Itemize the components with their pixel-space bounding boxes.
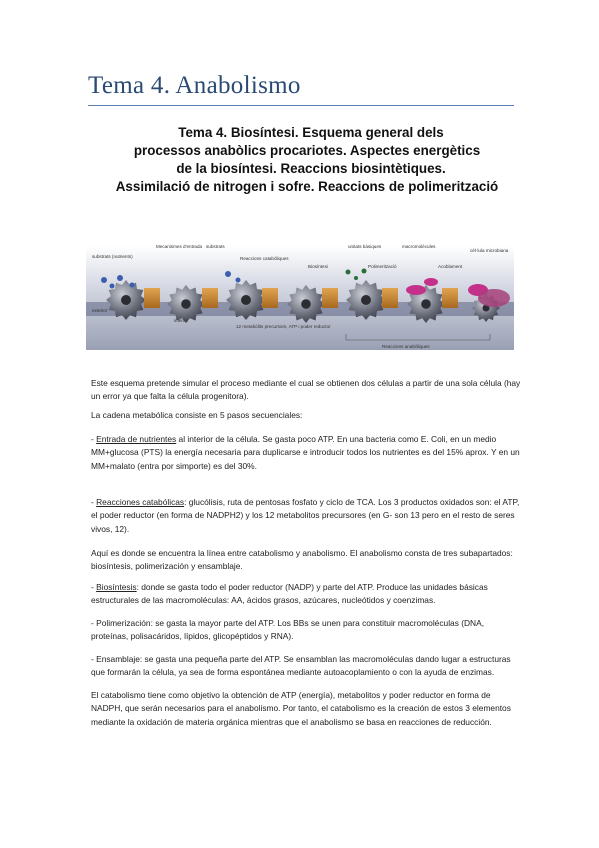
conclusion-paragraph: El catabolismo tiene como objetivo la obtención de ATP (energía), metabolitos y poder reductor en forma de NADPH, que serán necesarios para el anabolismo. Por tanto, el catabolismo es la creación de estos 3 elementos mediante la oxidación de materia orgánica mientras que el anabolismo se basa en reacciones de reducción.	[91, 690, 511, 727]
slide-title-line: processos anabòlics procariotes. Aspectes energètics	[133, 143, 481, 158]
biosynthesis-paragraph: - Biosíntesis: donde se gasta todo el poder reductor (NADP) y parte del ATP. Produce las unidades básicas estructurales de las macromoléculas: AA, ácidos grasos, azúcares, nucleótidos y coenzimas.	[91, 582, 488, 606]
connector-bar	[322, 288, 338, 308]
polymerization-paragraph: - Polimerización: se gasta la mayor parte del ATP. Los BBs se unen para constituir macromoléculas (DNA, proteínas, polisacáridos, lípidos, glicopéptidos y RNA).	[91, 618, 485, 642]
gear-hub	[121, 295, 131, 305]
connector-bar	[442, 288, 458, 308]
catabolic-reactions-term: Reacciones catabólicas	[96, 497, 185, 507]
gear-hub	[181, 299, 191, 309]
assembly-paragraph: - Ensamblaje: se gasta una pequeña parte del ATP. Se ensamblan las macromoléculas dando lugar a estructuras que formarán la célula, ya sea de forma espontánea mediante autoacoplamiento o con la ayuda de enzimas.	[91, 654, 511, 678]
gear-hub	[361, 295, 371, 305]
label-assembly: Acoblament	[438, 264, 463, 269]
label-exterior: exterior	[92, 308, 108, 313]
label-entry-mechanisms: Mecanismes d'entrada	[156, 244, 203, 249]
gear-hub	[241, 295, 251, 305]
page-title: Tema 4. Anabolismo	[88, 72, 301, 99]
slide-title-line: de la biosíntesi. Reaccions biosintètiques.	[176, 161, 446, 176]
anabolism-intro-paragraph: Aquí es donde se encuentra la línea entre catabolismo y anabolismo. El anabolismo consta de tres subapartados: biosíntesis, polimerización y ensamblaje.	[91, 548, 513, 572]
slide-title-line: Assimilació de nitrogen i sofre. Reaccions de polimerització	[115, 179, 499, 194]
microbial-cell	[478, 289, 510, 307]
metabolic-chain-diagram	[86, 208, 514, 350]
connector-bar	[202, 288, 218, 308]
label-substrate-nutrient: substrats (nutrients)	[92, 254, 133, 259]
chain-intro-paragraph: La cadena metabólica consiste en 5 pasos secuenciales:	[91, 410, 303, 420]
label-building-units: unitats bàsiques	[348, 244, 382, 249]
intro-paragraph: Este esquema pretende simular el proceso mediante el cual se obtienen dos células a partir de una sola célula (hay un error ya que falta la célula progenitora).	[91, 378, 521, 402]
label-metabolites: 12 metabòlits precursors, ATP i poder reductor	[236, 324, 331, 329]
gear-hub	[421, 299, 431, 309]
label-biosynthesis: Biosíntesi	[308, 264, 328, 269]
catabolic-reactions-paragraph: - Reacciones catabólicas: glucólisis, ruta de pentosas fosfato y ciclo de TCA. Los 3 productos oxidados son: el ATP, el poder reductor (en forma de NADPH2) y los 12 metabolitos precursores (en G- son 13 pero en el resto de seres vivos, 12).	[91, 497, 520, 534]
label-polymerization: Polimerització	[368, 264, 397, 269]
label-macromolecules: macromolècules	[402, 244, 436, 249]
label-catabolic-reactions: Reaccions catabòliques	[240, 256, 289, 261]
connector-bar	[262, 288, 278, 308]
title-divider	[88, 105, 514, 106]
label-anabolic-reactions: Reaccions anabòliques	[382, 344, 430, 349]
label-interior: interior	[174, 318, 189, 323]
slide-title-line: Tema 4. Biosíntesi. Esquema general dels	[178, 125, 444, 140]
label-substrates: substrats	[206, 244, 225, 249]
nutrient-entry-term: Entrada de nutrientes	[96, 434, 177, 444]
gear-hub	[301, 299, 311, 309]
slide-title	[112, 124, 502, 196]
connector-bar	[382, 288, 398, 308]
connector-bar	[144, 288, 160, 308]
label-microbial-cell: cèl·lula microbiana	[470, 248, 509, 253]
biosynthesis-term: Biosíntesis	[96, 582, 137, 592]
nutrient-entry-paragraph: - Entrada de nutrientes al interior de la célula. Se gasta poco ATP. En una bacteria como E. Coli, en un medio MM+glucosa (PTS) la energía necesaria para duplicarse e introducir todos los nutrientes es del 15% aprox. Y en un MM+malato (entra por simporte) es del 30%.	[91, 434, 520, 471]
